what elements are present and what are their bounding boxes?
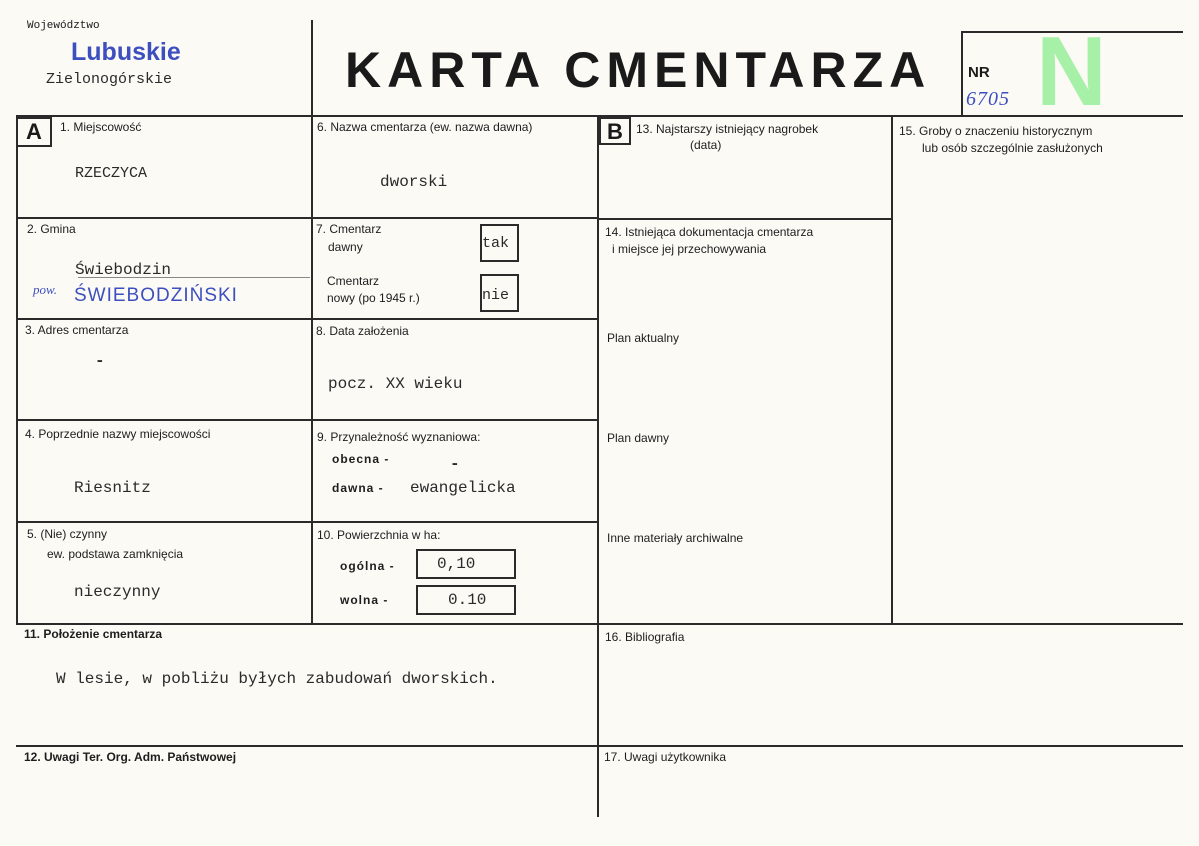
f7-old-value: tak xyxy=(482,235,510,252)
f14-other: Inne materiały archiwalne xyxy=(607,531,744,545)
f10-free-label: wolna - xyxy=(340,593,389,607)
f3-label: 3. Adres cmentarza xyxy=(25,323,129,337)
f6-value: dworski xyxy=(380,173,448,191)
f9-current-value: - xyxy=(450,455,460,473)
section-a-badge: A xyxy=(16,117,52,147)
f7-new-label-1: Cmentarz xyxy=(327,274,380,288)
f15-label-2: lub osób szczególnie zasłużonych xyxy=(922,141,1103,155)
f14-plan-current: Plan aktualny xyxy=(607,331,680,345)
f2-label: 2. Gmina xyxy=(27,222,76,236)
f7-new-value: nie xyxy=(482,287,510,304)
page-title: KARTA CMENTARZA xyxy=(345,42,932,98)
f4-value: Riesnitz xyxy=(74,479,151,497)
voivodeship-label: Województwo xyxy=(27,20,100,32)
f5-label: 5. (Nie) czynny xyxy=(27,527,108,541)
rule-col-1 xyxy=(311,20,313,624)
f15-label-1: 15. Groby o znaczeniu historycznym xyxy=(899,124,1093,138)
f9-former-value: ewangelicka xyxy=(410,479,516,497)
f9-current-label: obecna - xyxy=(332,452,390,466)
rule-row-4 xyxy=(16,521,598,523)
rule-left xyxy=(16,117,18,624)
f2-note-prefix: pow. xyxy=(33,282,57,297)
nr-label: NR xyxy=(968,64,990,81)
rule-row-3 xyxy=(16,419,598,421)
f14-label-2: i miejsce jej przechowywania xyxy=(612,242,767,256)
f1-value: RZECZYCA xyxy=(75,165,148,182)
rule-row-6 xyxy=(16,745,1183,747)
f5-sublabel: ew. podstawa zamknięcia xyxy=(47,547,184,561)
f2-value: Świebodzin xyxy=(75,261,172,279)
f3-value: - xyxy=(95,352,105,370)
f13-label-2: (data) xyxy=(690,138,722,152)
f10-free-value: 0.10 xyxy=(448,591,487,609)
f9-label: 9. Przynależność wyznaniowa: xyxy=(317,430,481,444)
f16-label: 16. Bibliografia xyxy=(605,630,685,644)
f4-label: 4. Poprzednie nazwy miejscowości xyxy=(25,427,211,441)
f14-plan-old: Plan dawny xyxy=(607,431,670,445)
nr-marker: N xyxy=(1036,16,1107,126)
f9-former-label: dawna - xyxy=(332,481,384,495)
f2-note-value: ŚWIEBODZIŃSKI xyxy=(74,285,238,306)
f10-total-value: 0,10 xyxy=(437,555,476,573)
f10-total-label: ogólna - xyxy=(340,559,395,573)
f13-label-1: 13. Najstarszy istniejący nagrobek xyxy=(636,122,819,136)
f17-label: 17. Uwagi użytkownika xyxy=(604,750,727,764)
voivodeship-stamp: Lubuskie xyxy=(71,38,181,66)
f7-new-label-2: nowy (po 1945 r.) xyxy=(327,291,420,305)
rule-row-1 xyxy=(16,217,598,219)
f14-label-1: 14. Istniejąca dokumentacja cmentarza xyxy=(605,225,814,239)
rule-col-3 xyxy=(891,117,893,624)
f1-label: 1. Miejscowość xyxy=(60,120,142,134)
f7-old-label-2: dawny xyxy=(328,240,363,254)
f11-value: W lesie, w pobliżu byłych zabudowań dworskich. xyxy=(56,670,498,688)
f10-label: 10. Powierzchnia w ha: xyxy=(317,528,441,542)
rule-row-5 xyxy=(16,623,1183,625)
rule-row-2 xyxy=(16,318,598,320)
rule-b-row xyxy=(599,218,892,220)
section-b-badge: B xyxy=(599,117,631,145)
f8-value: pocz. XX wieku xyxy=(328,375,463,393)
rule-col-2 xyxy=(597,117,599,817)
f12-label: 12. Uwagi Ter. Org. Adm. Państwowej xyxy=(24,750,237,764)
f7-old-label-1: 7. Cmentarz xyxy=(316,222,382,236)
f8-label: 8. Data założenia xyxy=(316,324,409,338)
voivodeship-old: Zielonogórskie xyxy=(46,71,173,88)
f6-label: 6. Nazwa cmentarza (ew. nazwa dawna) xyxy=(317,120,533,134)
f11-label: 11. Położenie cmentarza xyxy=(24,627,163,641)
f5-value: nieczynny xyxy=(74,583,161,601)
nr-value: 6705 xyxy=(966,88,1010,110)
